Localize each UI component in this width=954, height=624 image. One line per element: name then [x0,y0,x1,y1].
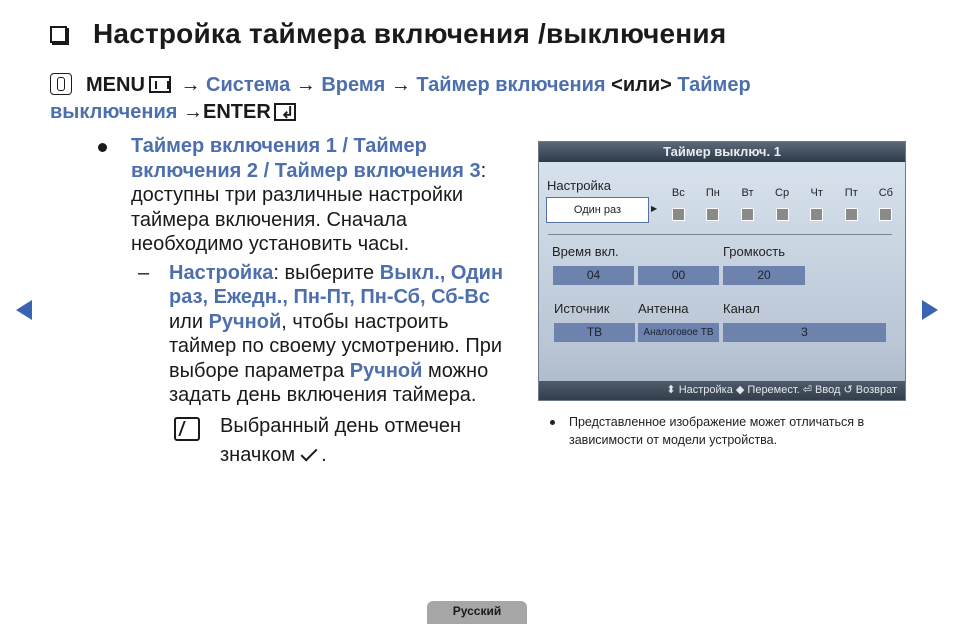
bullet-icon [550,420,555,425]
osd-header: Таймер выключ. 1 [539,142,905,162]
day-checkbox[interactable] [845,208,858,221]
description [98,134,518,470]
path-or: <или> [611,74,672,96]
note: Выбранный день отмечен значком . [98,412,518,470]
day-checkbox[interactable] [741,208,754,221]
minute-field[interactable]: 00 [638,266,719,285]
day-sat[interactable]: Сб [869,187,904,221]
day-checkbox[interactable] [810,208,823,221]
language-tab: Русский [427,601,527,624]
note-icon [174,417,200,441]
hand-touch-icon [50,73,72,95]
path-timer-on: Таймер включения [416,74,606,96]
sub-item-setup: – Настройка: выберите Выкл., Один раз, Ежедн., Пн-Пт, Пн-Сб, Сб-Вс или Ручной, чтобы настроить таймер по своему усмотрению. При выборе параметра Ручной можно задать день включения таймера. [138,261,504,406]
volume-field[interactable]: 20 [723,266,805,285]
day-checkbox[interactable] [706,208,719,221]
setup-label: Настройка [547,178,611,193]
path-time: Время [321,74,386,96]
checkmark-icon [301,444,318,461]
antenna-field[interactable]: Аналоговое ТВ [638,323,719,342]
checkbox-icon [50,26,67,43]
bullet-icon [98,143,107,152]
day-wed[interactable]: Ср [765,187,800,221]
channel-field[interactable]: 3 [723,323,886,342]
divider [548,234,892,235]
volume-label: Громкость [723,244,785,259]
image-disclaimer: Представленное изображение может отличаться в зависимости от модели устройства. [550,413,910,449]
day-sun[interactable]: Вс [661,187,696,221]
time-label: Время вкл. [552,244,619,259]
day-checkbox[interactable] [879,208,892,221]
source-field[interactable]: ТВ [554,323,635,342]
source-label: Источник [554,301,610,316]
day-thu[interactable]: Чт [799,187,834,221]
channel-label: Канал [723,301,760,316]
osd-footer-hints: ⬍ Настройка ◆ Перемест. ⏎ Ввод ↺ Возврат [539,381,905,400]
previous-page-arrow-icon[interactable] [16,300,32,320]
menu-path: MENU → Система → Время → Таймер включения <или> Таймер выключения →ENTER↲ [50,72,850,126]
day-checkboxes [661,187,903,221]
right-arrow-icon: ▶ [651,204,658,213]
day-mon[interactable]: Пн [696,187,731,221]
day-tue[interactable]: Вт [730,187,765,221]
timer-osd-screen [538,141,906,401]
antenna-label: Антенна [638,301,689,316]
day-fri[interactable]: Пт [834,187,869,221]
next-page-arrow-icon[interactable] [922,300,938,320]
path-system: Система [206,74,291,96]
enter-icon [274,103,296,121]
hour-field[interactable]: 04 [553,266,634,285]
menu-icon [149,76,171,93]
day-checkbox[interactable] [672,208,685,221]
path-timer-off: Таймер выключения [50,74,751,123]
setup-select[interactable]: Один раз [546,197,649,223]
page-title: Настройка таймера включения /выключения [50,14,726,54]
day-checkbox[interactable] [776,208,789,221]
bullet-timer-on: Таймер включения 1 / Таймер включения 2 / Таймер включения 3: доступны три различные настройки таймера включения. Сначала необходимо установить часы. [98,134,518,257]
